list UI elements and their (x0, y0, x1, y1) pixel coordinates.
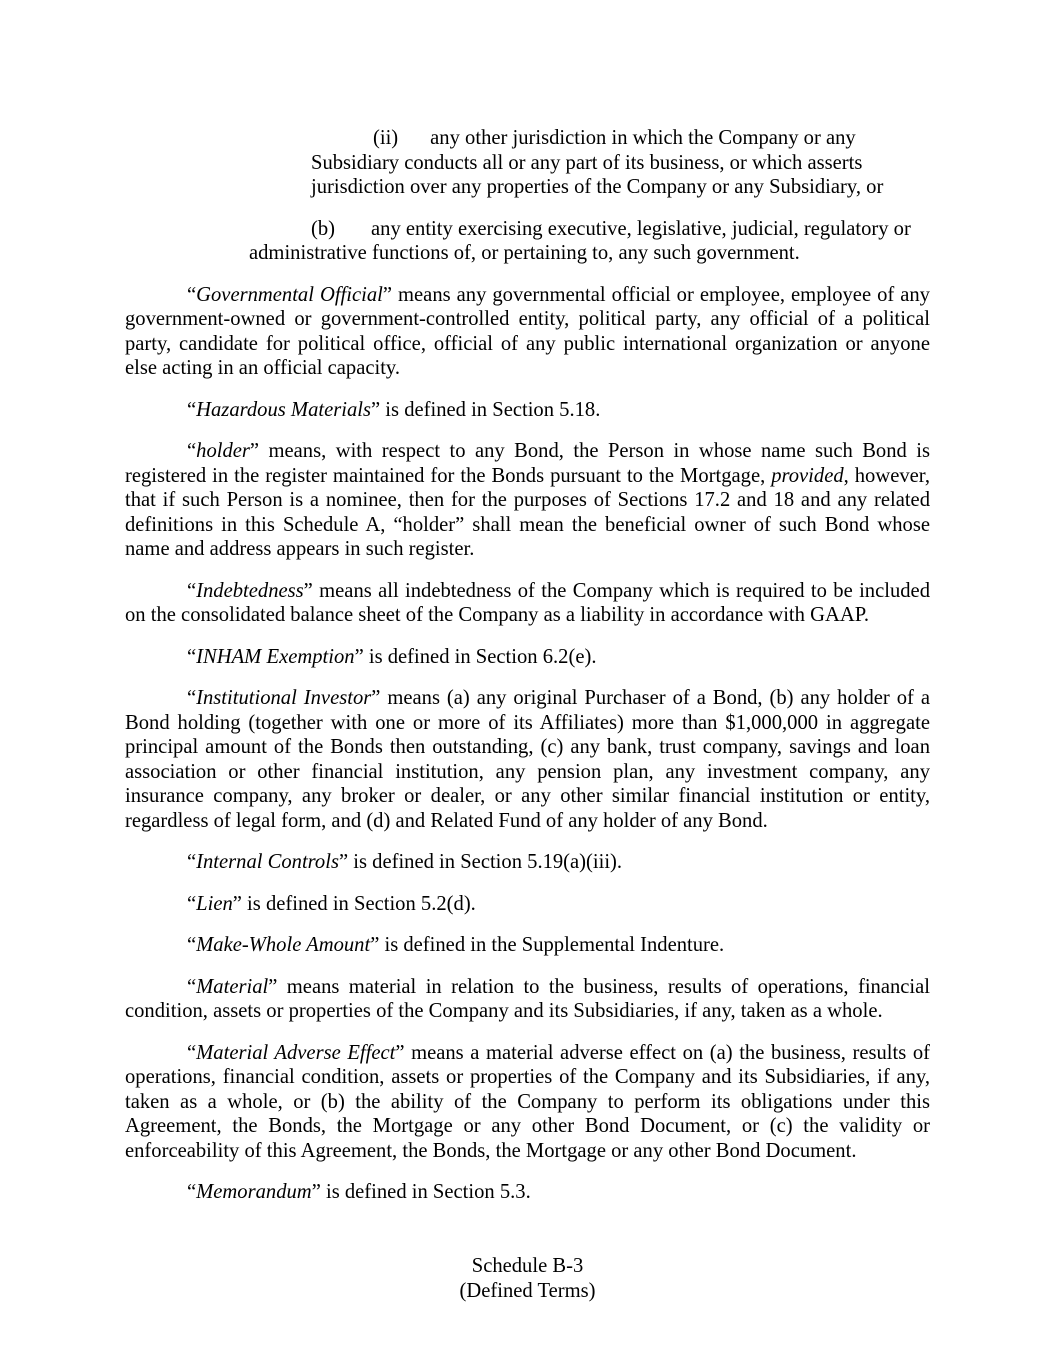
clause-b (249, 217, 930, 266)
definition-inham-exemption (125, 645, 930, 670)
defined-term: Hazardous Materials (196, 398, 372, 421)
text-run: ” means all indebtedness of the Company which is required to be included on the consolidated balance sheet of the Company as a liability in accordance with GAAP. (125, 579, 930, 626)
text-run: “ (187, 975, 197, 998)
definition-internal-controls (125, 850, 930, 875)
text-run: ” is defined in Section 5.3. (311, 1181, 531, 1203)
text-run: “ (187, 440, 197, 462)
defined-term: Memorandum (196, 1181, 312, 1203)
text-run: ” is defined in Section 5.19(a)(iii). (338, 851, 623, 873)
definition-hazardous-materials (125, 398, 930, 423)
defined-term: Indebtedness (196, 579, 304, 602)
text-run: ” is defined in the Supplemental Indenture. (370, 934, 725, 956)
footer-schedule-label: Schedule B-3 (471, 1255, 584, 1277)
text-run: “ (187, 892, 197, 915)
text-run: “ (187, 398, 197, 421)
definition-holder (125, 439, 930, 562)
defined-term: Internal Controls (196, 851, 339, 873)
text-run: “ (187, 579, 197, 602)
text-run: “ (187, 283, 197, 306)
text-run: , however, that if such Person is a nominee, then for the purposes of Sections 17.2 and 18 and any related definitions in this Schedule A, “holder” shall mean the beneficial owner of such Bond whose name and address appears in such register. (125, 464, 930, 560)
text-run: any entity exercising executive, legislative, judicial, regulatory or administrative functions of, or pertaining to, any such government. (249, 217, 911, 264)
defined-term: Institutional Investor (196, 687, 372, 709)
defined-term: Governmental Official (196, 283, 383, 306)
text-run: ” means material in relation to the business, results of operations, financial condition, assets or properties of the Company and its Subsidiaries, if any, taken as a whole. (125, 975, 930, 1022)
definition-governmental-official (125, 283, 930, 381)
text-run: any other jurisdiction in which the Company or any Subsidiary conducts all or any part of its business, or which asserts jurisdiction over any properties of the Company or any Subsidiary, or (311, 127, 884, 198)
text-run: “ (187, 645, 197, 668)
text-run: “ (187, 851, 197, 873)
clause-label: (ii) (373, 127, 399, 149)
emphasis-provided: provided (771, 464, 844, 487)
text-run: ” is defined in Section 5.18. (371, 398, 601, 421)
definition-material (125, 975, 930, 1024)
text-run: ” means (a) any original Purchaser of a Bond, (b) any holder of a Bond holding (together with one or more of its Affiliates) more than $1,000,000 in aggregate principal amount of the Bonds then outstanding, (c) any bank, trust company, savings and loan association or other financial institution, any pension plan, any investment company, any insurance company, any broker or dealer, or any other similar financial institution or entity, regardless of legal form, and (d) and Related Fund of any holder of any Bond. (125, 687, 930, 832)
text-run: ” means a material adverse effect on (a) the business, results of operations, financial condition, assets or properties of the Company and its Subsidiaries, if any, taken as a whole, or (b) the ability of the Company to perform its obligations under this Agreement, the Bonds, the Mortgage or any other Bond Document, or (c) the validity or enforceability of this Agreement, the Bonds, the Mortgage or any other Bond Document. (125, 1041, 930, 1162)
definition-memorandum (125, 1180, 930, 1205)
defined-term: INHAM Exemption (196, 645, 355, 668)
document-body (125, 126, 930, 1205)
defined-term: Material (196, 975, 269, 998)
page-footer (0, 1254, 1055, 1303)
defined-term: Material Adverse Effect (196, 1041, 396, 1064)
defined-term: Make-Whole Amount (196, 934, 371, 956)
definition-lien (125, 892, 930, 917)
text-run: “ (187, 1181, 197, 1203)
defined-term: holder (196, 440, 250, 462)
defined-term: Lien (196, 892, 233, 915)
text-run: ” means, with respect to any Bond, the Person in whose name such Bond is registered in the register maintained for the Bonds pursuant to the Mortgage, (125, 440, 930, 487)
text-run: “ (187, 687, 197, 709)
definition-material-adverse-effect (125, 1041, 930, 1164)
clause-ii (311, 126, 930, 200)
text-run: ” is defined in Section 6.2(e). (354, 645, 597, 668)
text-run: ” means any governmental official or employee, employee of any government-owned or government-controlled entity, political party, any official of a political party, candidate for political office, official of any public international organization or anyone else acting in an official capacity. (125, 283, 930, 379)
text-run: “ (187, 1041, 197, 1064)
clause-label: (b) (311, 217, 336, 240)
definition-indebtedness (125, 579, 930, 628)
text-run: “ (187, 934, 197, 956)
text-run: ” is defined in Section 5.2(d). (232, 892, 476, 915)
definition-institutional-investor (125, 686, 930, 833)
definition-make-whole-amount (125, 933, 930, 958)
footer-defined-terms-label: (Defined Terms) (459, 1279, 596, 1302)
